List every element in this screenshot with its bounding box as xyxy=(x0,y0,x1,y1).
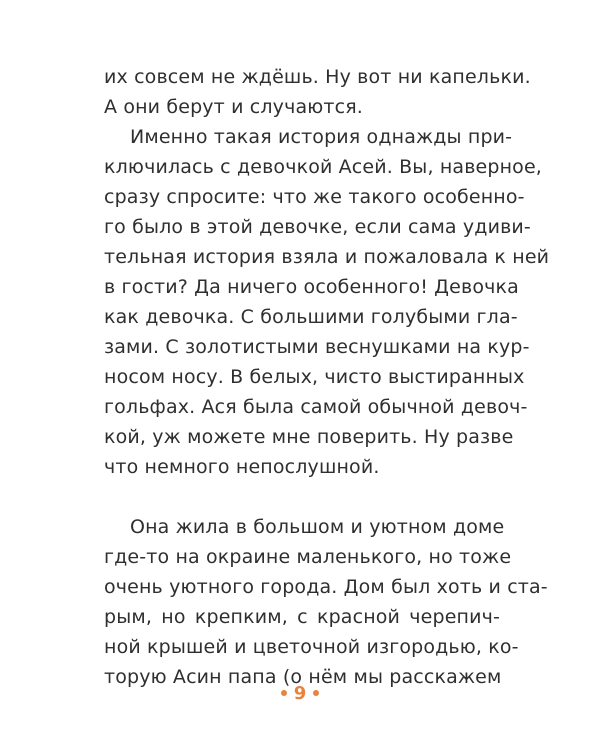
text-line: очень уютного города. Дом был хоть и ста- xyxy=(104,576,548,598)
page-footer xyxy=(0,678,600,708)
text-line: гольфах. Ася была самой обычной девоч- xyxy=(104,396,528,418)
text-line: А они берут и случаются. xyxy=(104,96,363,118)
text-line: го было в этой девочке, если сама удиви- xyxy=(104,216,531,238)
text-line: Она жила в большом и уютном доме xyxy=(130,516,505,538)
text-line: что немного непослушной. xyxy=(104,456,380,478)
text-line: в гости? Да ничего особенного! Девочка xyxy=(104,276,519,298)
text-line: ключилась с девочкой Асей. Вы, наверное, xyxy=(104,156,542,178)
page-number: 9 xyxy=(293,682,307,704)
text-line: их совсем не ждёшь. Ну вот ни капельки. xyxy=(104,66,531,88)
text-line: рым, но крепким, с красной черепич- xyxy=(104,606,500,628)
left-dot-icon xyxy=(281,690,287,696)
right-dot-icon xyxy=(313,690,319,696)
text-line: сразу спросите: что же такого особенно- xyxy=(104,186,525,208)
text-line: кой, уж можете мне поверить. Ну разве xyxy=(104,426,514,448)
text-line: Именно такая история однажды при- xyxy=(130,126,513,148)
text-line: ной крышей и цветочной изгородью, ко- xyxy=(104,636,519,658)
text-line: тельная история взяла и пожаловала к ней xyxy=(104,246,550,268)
text-line: носом носу. В белых, чисто выстиранных xyxy=(104,366,525,388)
text-line: зами. С золотистыми веснушками на кур- xyxy=(104,336,530,358)
text-line: торую Асин папа (о нём мы расскажем xyxy=(104,666,502,688)
text-line: где-то на окраине маленького, но тоже xyxy=(104,546,512,568)
text-line: как девочка. С большими голубыми гла- xyxy=(104,306,518,328)
